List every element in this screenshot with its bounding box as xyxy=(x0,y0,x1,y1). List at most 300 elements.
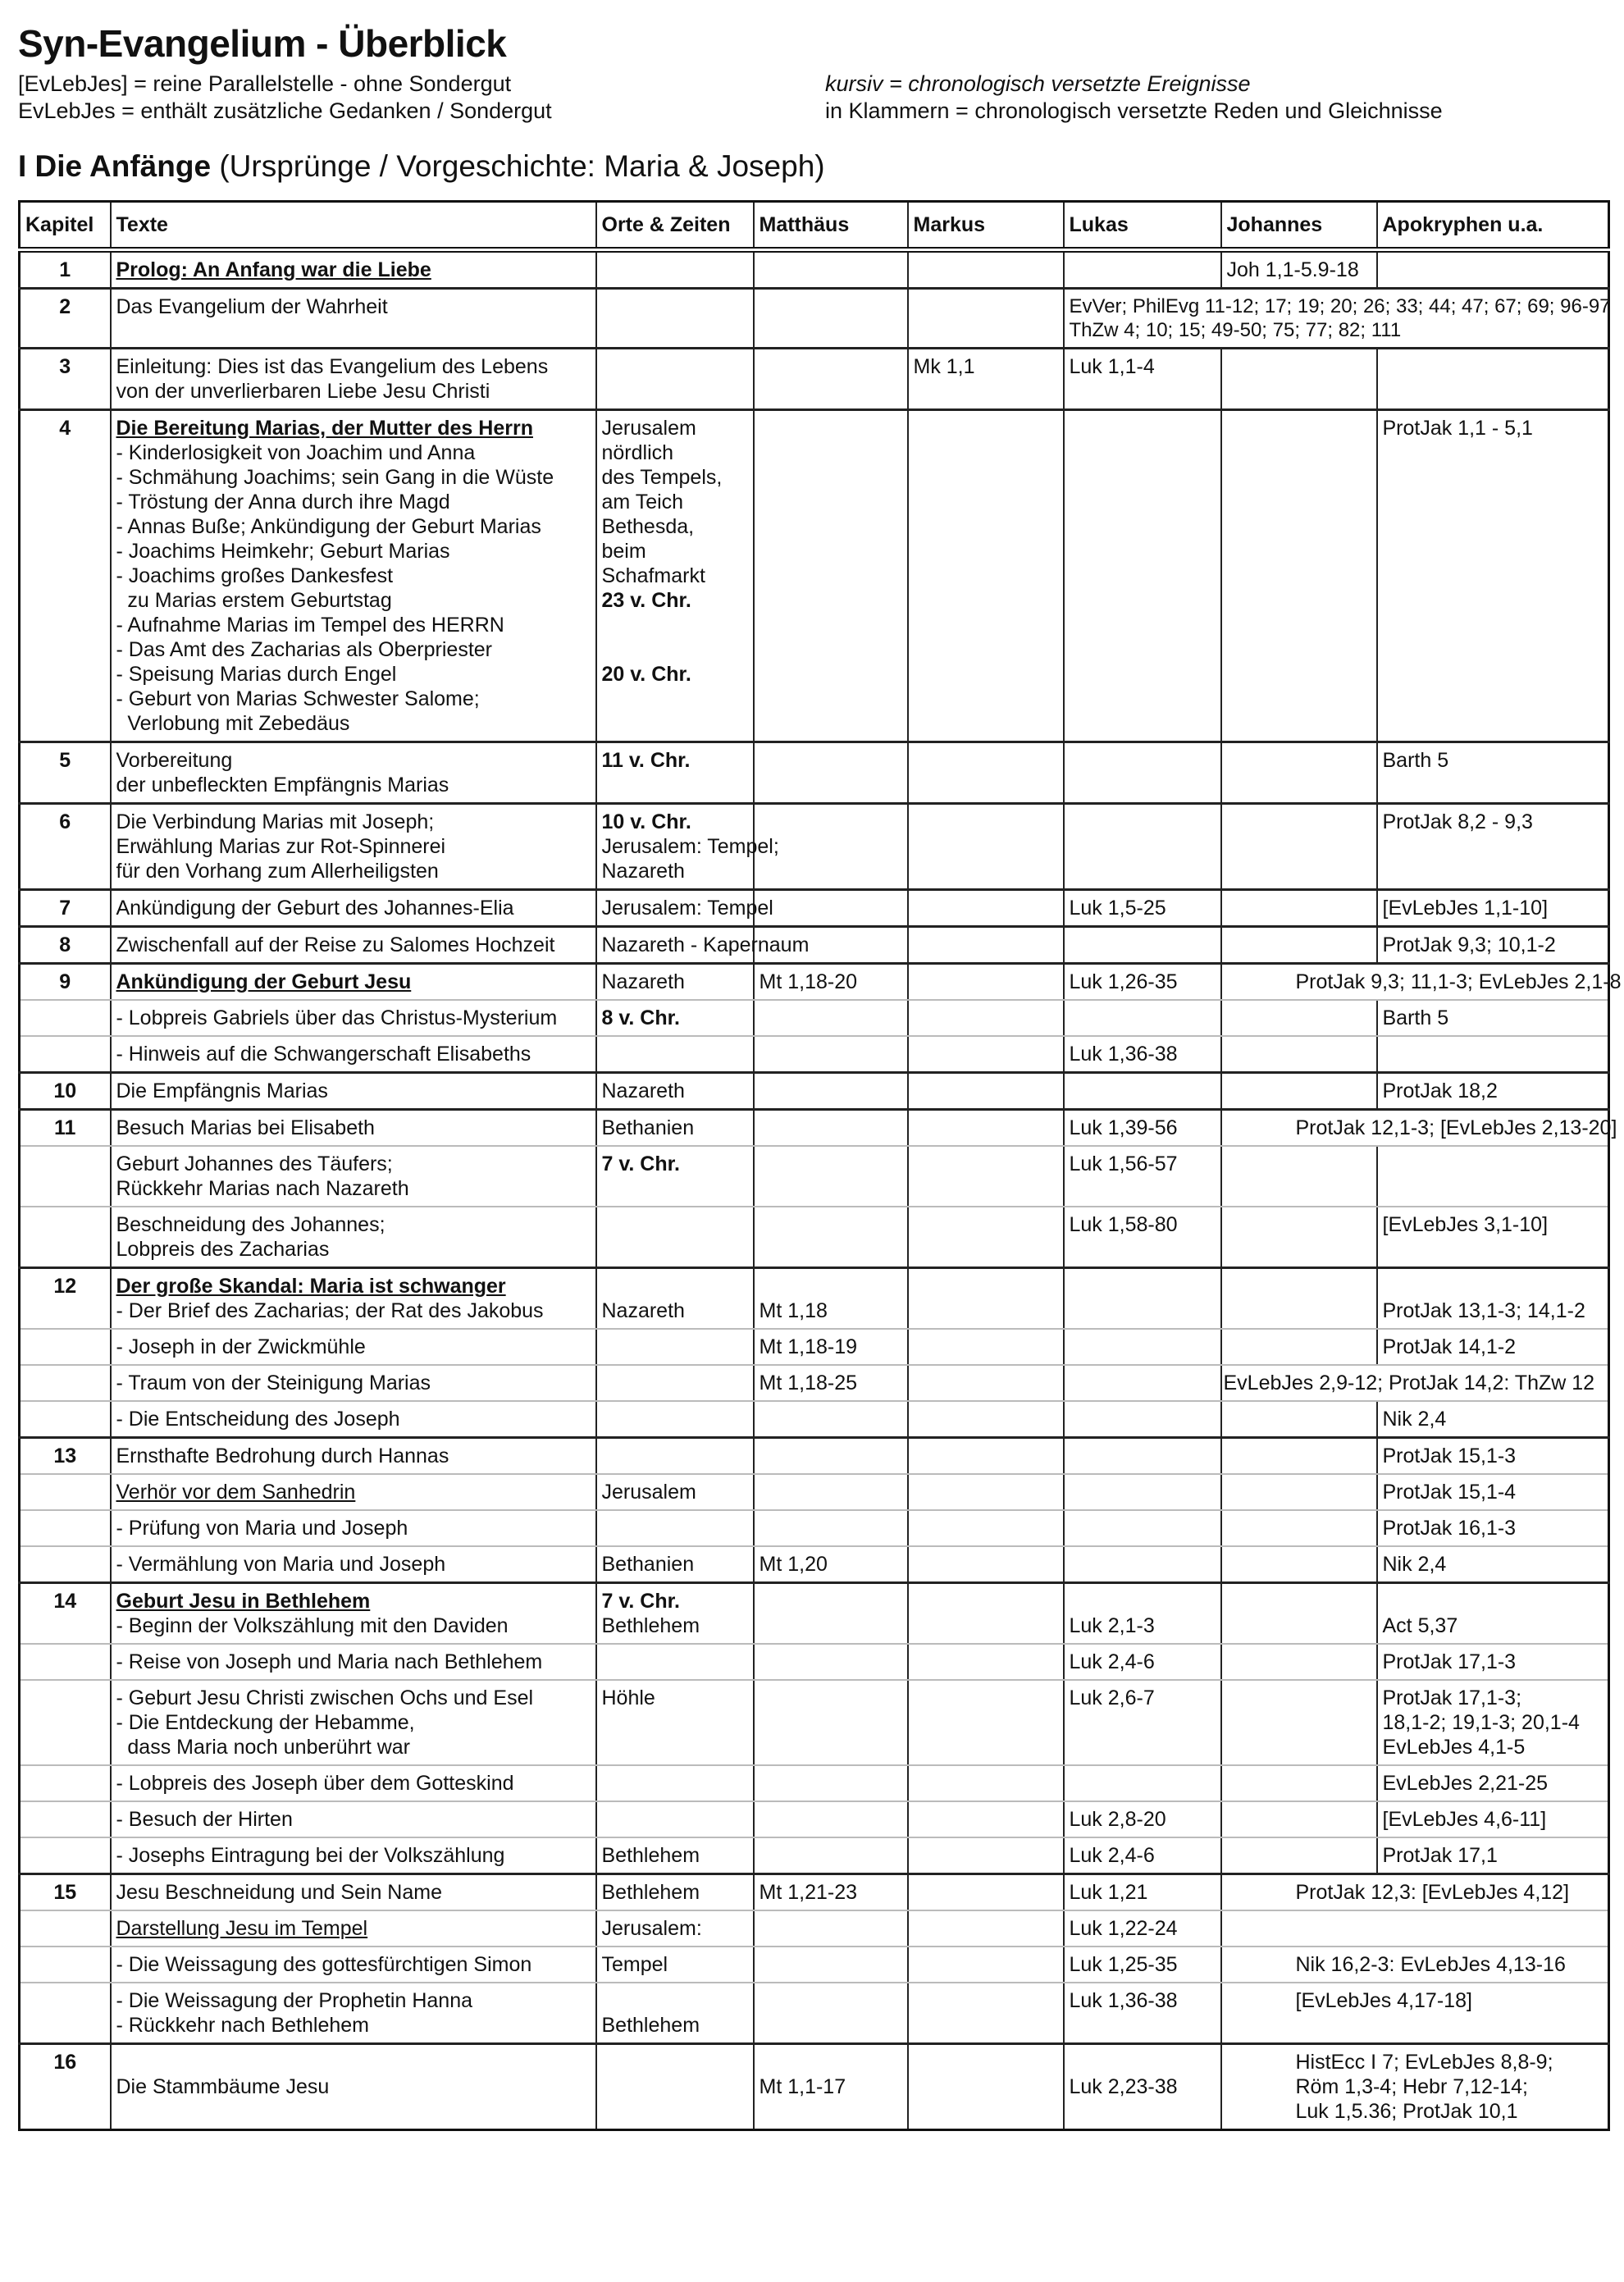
header-matthaeus: Matthäus xyxy=(754,202,908,250)
apocrypha-references: Nik 16,2-3: EvLebJes 4,13-16 xyxy=(1295,1953,1566,1976)
table-header-row xyxy=(20,202,1609,250)
luke-cell xyxy=(1064,1329,1221,1365)
chapter-number xyxy=(20,250,111,289)
chapter-number xyxy=(20,1146,111,1207)
apocrypha-cell xyxy=(1377,1510,1609,1546)
luke-cell xyxy=(1064,1583,1221,1645)
apocrypha-cell xyxy=(1377,1644,1609,1680)
section-subtitle: (Ursprünge / Vorgeschichte: Maria & Joseph) xyxy=(219,149,825,183)
text-cell xyxy=(111,927,596,964)
mark-cell xyxy=(908,1874,1064,1911)
place-text: Nazareth - Kapernaum xyxy=(601,933,810,956)
john-cell xyxy=(1221,1546,1377,1583)
place-time-cell xyxy=(596,1438,754,1475)
apocrypha-reference: [EvLebJes 4,6-11] xyxy=(1382,1808,1547,1831)
place-text: Bethlehem xyxy=(601,2014,700,2037)
apocrypha-cell xyxy=(1377,349,1609,410)
header-lukas: Lukas xyxy=(1064,202,1221,250)
mark-cell xyxy=(908,1474,1064,1510)
matthew-cell xyxy=(754,1947,908,1983)
synopsis-table xyxy=(18,200,1622,2131)
apocrypha-cell xyxy=(1377,1801,1609,1837)
apocrypha-reference: [EvLebJes 3,1-10] xyxy=(1382,1213,1549,1236)
matthew-cell xyxy=(754,410,908,742)
john-cell xyxy=(1221,1268,1377,1330)
apocrypha-cell xyxy=(1377,250,1609,289)
chapter-number xyxy=(20,890,111,927)
table-row xyxy=(20,1329,1609,1365)
chapter-number xyxy=(20,1000,111,1036)
table-row xyxy=(20,1365,1609,1401)
text-content: Zwischenfall auf der Reise zu Salomes Hochzeit xyxy=(116,933,555,956)
place-text: Jerusalem: Tempel; Nazareth xyxy=(601,835,779,883)
header-markus: Markus xyxy=(908,202,1064,250)
text-content: - Der Brief des Zacharias; der Rat des Jakobus xyxy=(116,1299,544,1322)
matthew-cell xyxy=(754,964,908,1001)
matthew-cell xyxy=(754,349,908,410)
chapter-number xyxy=(20,1765,111,1801)
matthew-cell xyxy=(754,1036,908,1073)
chapter-number xyxy=(20,1983,111,2044)
chapter-number-text: 9 xyxy=(59,970,71,993)
place-time-cell xyxy=(596,1983,754,2044)
john-cell xyxy=(1221,1000,1377,1036)
place-text: Jerusalem: xyxy=(601,1917,702,1940)
text-cell xyxy=(111,890,596,927)
john-cell xyxy=(1221,804,1377,890)
table-row xyxy=(20,964,1609,1001)
apocrypha-cell xyxy=(1377,1000,1609,1036)
apocrypha-reference: Nik 2,4 xyxy=(1382,1408,1447,1431)
luke-cell xyxy=(1064,964,1221,1001)
table-row xyxy=(20,890,1609,927)
place-text: Höhle xyxy=(601,1686,655,1709)
matthew-cell xyxy=(754,742,908,804)
apocrypha-span-cell xyxy=(1221,1910,1609,1947)
apocrypha-cell xyxy=(1377,1680,1609,1765)
text-heading: Der große Skandal: Maria ist schwanger xyxy=(116,1275,506,1298)
apocrypha-cell xyxy=(1377,1583,1609,1645)
luke-reference: Luk 1,25-35 xyxy=(1069,1953,1178,1976)
apocrypha-reference: ProtJak 8,2 - 9,3 xyxy=(1382,810,1533,833)
chapter-number-text: 14 xyxy=(53,1590,77,1613)
text-content: Jesu Beschneidung und Sein Name xyxy=(116,1881,442,1904)
mark-cell xyxy=(908,1546,1064,1583)
table-row xyxy=(20,1438,1609,1475)
mark-cell xyxy=(908,1036,1064,1073)
header-orte-zeiten: Orte & Zeiten xyxy=(596,202,754,250)
apocrypha-span-cell xyxy=(1221,1874,1609,1911)
text-cell xyxy=(111,1000,596,1036)
table-row xyxy=(20,1110,1609,1147)
apocrypha-cell xyxy=(1377,1438,1609,1475)
text-content: Darstellung Jesu im Tempel xyxy=(116,1917,368,1940)
chapter-number-text: 10 xyxy=(53,1079,77,1102)
luke-cell xyxy=(1064,1837,1221,1874)
mark-cell xyxy=(908,1583,1064,1645)
luke-cell xyxy=(1064,1801,1221,1837)
text-cell xyxy=(111,1110,596,1147)
text-cell xyxy=(111,1329,596,1365)
text-content: - Josephs Eintragung bei der Volkszählung xyxy=(116,1844,505,1867)
john-cell xyxy=(1221,1510,1377,1546)
place-time-cell xyxy=(596,250,754,289)
text-content: - Besuch der Hirten xyxy=(116,1808,293,1831)
mark-cell xyxy=(908,1000,1064,1036)
table-row xyxy=(20,804,1609,890)
chapter-number xyxy=(20,1583,111,1645)
luke-cell xyxy=(1064,1546,1221,1583)
text-cell xyxy=(111,1983,596,2044)
place-time-cell xyxy=(596,1680,754,1765)
chapter-number xyxy=(20,1110,111,1147)
mark-cell xyxy=(908,1510,1064,1546)
apocrypha-references: EvLebJes 2,9-12; ProtJak 14,2: ThZw 12 xyxy=(1223,1371,1595,1394)
place-time-cell xyxy=(596,1268,754,1330)
chapter-number xyxy=(20,1438,111,1475)
apocrypha-cell xyxy=(1377,1474,1609,1510)
legend-line-bracketed: [EvLebJes] = reine Parallelstelle - ohne Sondergut xyxy=(18,71,512,96)
text-content: - Traum von der Steinigung Marias xyxy=(116,1371,431,1394)
chapter-number xyxy=(20,1365,111,1401)
table-row xyxy=(20,1983,1609,2044)
luke-cell xyxy=(1064,2044,1221,2130)
matthew-reference: Mt 1,18-20 xyxy=(759,970,858,993)
place-text: Nazareth xyxy=(601,1299,685,1322)
john-reference: Joh 1,1-5.9-18 xyxy=(1226,258,1359,281)
place-time-cell xyxy=(596,1947,754,1983)
text-cell xyxy=(111,1207,596,1268)
apocrypha-span-cell xyxy=(1221,1947,1609,1983)
chapter-number xyxy=(20,927,111,964)
chapter-number-text: 11 xyxy=(54,1116,76,1139)
text-heading: Die Bereitung Marias, der Mutter des Herrn xyxy=(116,417,533,440)
chapter-number-text: 5 xyxy=(59,749,71,772)
text-cell xyxy=(111,742,596,804)
chapter-number xyxy=(20,1644,111,1680)
text-cell xyxy=(111,1268,596,1330)
text-cell xyxy=(111,2044,596,2130)
text-content: Geburt Johannes des Täufers; Rückkehr Marias nach Nazareth xyxy=(116,1152,409,1200)
mark-cell xyxy=(908,1983,1064,2044)
place-text: 7 v. Chr. xyxy=(601,1152,680,1175)
place-time-cell xyxy=(596,1329,754,1365)
text-content: - Die Weissagung des gottesfürchtigen Simon xyxy=(116,1953,532,1976)
place-time-cell xyxy=(596,1110,754,1147)
john-cell xyxy=(1221,1583,1377,1645)
legend-line-italic: kursiv = chronologisch versetzte Ereignisse xyxy=(825,71,1251,96)
luke-cell xyxy=(1064,1983,1221,2044)
place-text: Bethlehem xyxy=(601,1614,700,1637)
place-time-cell xyxy=(596,1510,754,1546)
place-time-cell xyxy=(596,1874,754,1911)
place-text: 11 v. Chr. xyxy=(601,749,691,772)
place-text: Bethlehem xyxy=(601,1844,700,1867)
text-content: Beschneidung des Johannes; Lobpreis des Zacharias xyxy=(116,1213,385,1261)
text-content: Die Verbindung Marias mit Joseph; Erwählung Marias zur Rot-Spinnerei für den Vorhang zum Allerheiligsten xyxy=(116,810,446,883)
apocrypha-reference: [EvLebJes 1,1-10] xyxy=(1382,897,1549,920)
table-row xyxy=(20,349,1609,410)
apocrypha-reference: Barth 5 xyxy=(1382,749,1449,772)
text-content: Prolog: An Anfang war die Liebe xyxy=(116,258,431,281)
mark-cell xyxy=(908,1268,1064,1330)
chapter-number xyxy=(20,1207,111,1268)
place-date: 7 v. Chr. xyxy=(601,1590,680,1613)
apocrypha-references: [EvLebJes 4,17-18] xyxy=(1295,1989,1472,2012)
luke-reference: Luk 1,36-38 xyxy=(1069,1043,1178,1066)
luke-cell xyxy=(1064,1438,1221,1475)
mark-cell xyxy=(908,1110,1064,1147)
place-time-cell xyxy=(596,964,754,1001)
chapter-number-text: 16 xyxy=(53,2051,77,2074)
table-row xyxy=(20,742,1609,804)
table-row xyxy=(20,250,1609,289)
apocrypha-reference: ProtJak 15,1-4 xyxy=(1382,1481,1517,1504)
apocrypha-cell xyxy=(1377,1146,1609,1207)
text-content: - Geburt Jesu Christi zwischen Ochs und Esel - Die Entdeckung der Hebamme, dass Maria noch unberührt war xyxy=(116,1686,534,1759)
table-row xyxy=(20,289,1609,349)
legend-line-plain: EvLebJes = enthält zusätzliche Gedanken / Sondergut xyxy=(18,98,552,123)
apocrypha-reference: ProtJak 1,1 - 5,1 xyxy=(1382,417,1533,440)
place-time-cell xyxy=(596,1765,754,1801)
text-cell xyxy=(111,1365,596,1401)
text-cell xyxy=(111,289,596,349)
chapter-number xyxy=(20,1474,111,1510)
table-row xyxy=(20,1546,1609,1583)
text-content: - Vermählung von Maria und Joseph xyxy=(116,1553,446,1576)
mark-cell xyxy=(908,1329,1064,1365)
john-cell xyxy=(1221,1073,1377,1110)
chapter-number xyxy=(20,1401,111,1438)
john-cell xyxy=(1221,1837,1377,1874)
apocrypha-cell xyxy=(1377,1207,1609,1268)
luke-cell xyxy=(1064,1207,1221,1268)
mark-cell xyxy=(908,1146,1064,1207)
place-time-cell xyxy=(596,1146,754,1207)
luke-cell xyxy=(1064,1765,1221,1801)
place-text: Bethanien xyxy=(601,1553,695,1576)
chapter-number xyxy=(20,410,111,742)
mark-cell xyxy=(908,1207,1064,1268)
mark-cell xyxy=(908,1947,1064,1983)
text-content: - Reise von Joseph und Maria nach Bethlehem xyxy=(116,1650,543,1673)
mark-cell xyxy=(908,1644,1064,1680)
matthew-cell xyxy=(754,1000,908,1036)
text-cell xyxy=(111,1765,596,1801)
table-row xyxy=(20,1910,1609,1947)
place-text: Jerusalem nördlich des Tempels, am Teich Bethesda, beim Schafmarkt xyxy=(601,417,723,587)
john-cell xyxy=(1221,1401,1377,1438)
place-time-cell xyxy=(596,1546,754,1583)
apocrypha-reference: ProtJak 14,1-2 xyxy=(1382,1335,1517,1358)
table-row xyxy=(20,1874,1609,1911)
luke-cell xyxy=(1064,804,1221,890)
place-time-cell xyxy=(596,2044,754,2130)
chapter-number-text: 6 xyxy=(59,810,71,833)
mark-cell xyxy=(908,1837,1064,1874)
john-cell xyxy=(1221,1474,1377,1510)
john-cell xyxy=(1221,927,1377,964)
text-cell xyxy=(111,1837,596,1874)
matthew-cell xyxy=(754,1983,908,2044)
matthew-cell xyxy=(754,1438,908,1475)
chapter-number xyxy=(20,1268,111,1330)
text-content: Ernsthafte Bedrohung durch Hannas xyxy=(116,1445,449,1467)
luke-cell xyxy=(1064,1644,1221,1680)
matthew-reference: Mt 1,18-25 xyxy=(759,1371,858,1394)
matthew-cell xyxy=(754,250,908,289)
luke-reference: Luk 2,8-20 xyxy=(1069,1808,1166,1831)
text-cell xyxy=(111,1874,596,1911)
luke-reference: Luk 2,1-3 xyxy=(1069,1614,1155,1637)
text-cell xyxy=(111,1801,596,1837)
table-row xyxy=(20,1765,1609,1801)
john-cell xyxy=(1221,742,1377,804)
matthew-cell xyxy=(754,1583,908,1645)
place-text: 8 v. Chr. xyxy=(601,1006,680,1029)
mark-cell xyxy=(908,742,1064,804)
place-time-cell xyxy=(596,349,754,410)
luke-cell xyxy=(1064,1036,1221,1073)
matthew-reference: Mt 1,18-19 xyxy=(759,1335,858,1358)
john-cell xyxy=(1221,1765,1377,1801)
chapter-number xyxy=(20,1837,111,1874)
apocrypha-references: ProtJak 9,3; 11,1-3; EvLebJes 2,1-8 xyxy=(1295,970,1622,993)
text-content: - Joseph in der Zwickmühle xyxy=(116,1335,366,1358)
chapter-number xyxy=(20,1073,111,1110)
apocrypha-reference: ProtJak 16,1-3 xyxy=(1382,1517,1517,1540)
place-time-cell xyxy=(596,1910,754,1947)
section-heading xyxy=(18,149,825,184)
apocrypha-reference: ProtJak 18,2 xyxy=(1382,1079,1498,1102)
place-time-cell xyxy=(596,289,754,349)
header-johannes: Johannes xyxy=(1221,202,1377,250)
chapter-number xyxy=(20,804,111,890)
luke-cell xyxy=(1064,1947,1221,1983)
mark-cell xyxy=(908,1365,1064,1401)
table-row xyxy=(20,927,1609,964)
chapter-number xyxy=(20,1036,111,1073)
john-cell xyxy=(1221,1644,1377,1680)
mark-cell xyxy=(908,1073,1064,1110)
luke-cell xyxy=(1064,1474,1221,1510)
apocrypha-cell xyxy=(1377,1329,1609,1365)
text-cell xyxy=(111,410,596,742)
luke-cell xyxy=(1064,1680,1221,1765)
text-content: Ankündigung der Geburt des Johannes-Elia xyxy=(116,897,514,920)
place-time-cell xyxy=(596,1365,754,1401)
text-content: - Die Entscheidung des Joseph xyxy=(116,1408,400,1431)
john-cell xyxy=(1221,1207,1377,1268)
luke-cell xyxy=(1064,1874,1221,1911)
apocrypha-span-cell xyxy=(1221,1365,1609,1401)
chapter-number xyxy=(20,2044,111,2130)
text-content: Vorbereitung der unbefleckten Empfängnis Marias xyxy=(116,749,449,796)
apocrypha-reference: ProtJak 15,1-3 xyxy=(1382,1445,1517,1467)
apocrypha-reference: ProtJak 13,1-3; 14,1-2 xyxy=(1382,1299,1585,1322)
text-content: Besuch Marias bei Elisabeth xyxy=(116,1116,375,1139)
table-row xyxy=(20,1947,1609,1983)
chapter-number-text: 3 xyxy=(59,355,71,378)
chapter-number xyxy=(20,1947,111,1983)
matthew-cell xyxy=(754,1644,908,1680)
text-cell xyxy=(111,1644,596,1680)
header-apokryphen: Apokryphen u.a. xyxy=(1377,202,1609,250)
text-content: - Beginn der Volkszählung mit den Daviden xyxy=(116,1614,509,1637)
chapter-number xyxy=(20,1910,111,1947)
place-text: Bethanien xyxy=(601,1116,695,1139)
section-title: I Die Anfänge xyxy=(18,149,212,183)
luke-cell xyxy=(1064,1910,1221,1947)
luke-reference: Luk 2,4-6 xyxy=(1069,1844,1155,1867)
chapter-number-text: 8 xyxy=(59,933,71,956)
luke-reference: Luk 1,39-56 xyxy=(1069,1116,1178,1139)
chapter-number-text: 15 xyxy=(53,1881,77,1904)
chapter-number xyxy=(20,1329,111,1365)
place-time-cell xyxy=(596,742,754,804)
mark-cell xyxy=(908,2044,1064,2130)
text-cell xyxy=(111,1947,596,1983)
chapter-number-text: 13 xyxy=(53,1445,77,1467)
table-row xyxy=(20,1000,1609,1036)
mark-cell xyxy=(908,1765,1064,1801)
table-row xyxy=(20,1510,1609,1546)
place-time-cell xyxy=(596,1644,754,1680)
apocrypha-cell xyxy=(1377,1268,1609,1330)
matthew-cell xyxy=(754,1207,908,1268)
mark-cell xyxy=(908,1401,1064,1438)
apocrypha-reference: ProtJak 17,1 xyxy=(1382,1844,1498,1867)
table-row xyxy=(20,1680,1609,1765)
chapter-number xyxy=(20,742,111,804)
matthew-cell xyxy=(754,1874,908,1911)
luke-cell xyxy=(1064,1510,1221,1546)
matthew-reference: Mt 1,20 xyxy=(759,1553,828,1576)
text-cell xyxy=(111,1583,596,1645)
chapter-number xyxy=(20,289,111,349)
john-cell xyxy=(1221,1680,1377,1765)
place-date-2: 20 v. Chr. xyxy=(601,663,691,686)
luke-reference: Luk 1,36-38 xyxy=(1069,1989,1178,2012)
table-row xyxy=(20,1583,1609,1645)
place-time-cell xyxy=(596,1801,754,1837)
text-cell xyxy=(111,1474,596,1510)
apocrypha-cell xyxy=(1377,1837,1609,1874)
mark-cell xyxy=(908,250,1064,289)
chapter-number-text: 1 xyxy=(59,258,71,281)
apocrypha-cell xyxy=(1377,1036,1609,1073)
matthew-cell xyxy=(754,289,908,349)
chapter-number xyxy=(20,964,111,1001)
place-text: Jerusalem xyxy=(601,1481,696,1504)
john-cell xyxy=(1221,1801,1377,1837)
place-time-cell xyxy=(596,804,779,890)
text-cell xyxy=(111,1510,596,1546)
apocrypha-cell xyxy=(1377,804,1609,890)
matthew-cell xyxy=(754,1110,908,1147)
place-text: Bethlehem xyxy=(601,1881,700,1904)
page-title: Syn-Evangelium - Überblick xyxy=(18,22,507,65)
apocrypha-reference: Act 5,37 xyxy=(1382,1614,1458,1637)
apocrypha-cell xyxy=(1377,1073,1609,1110)
table-row xyxy=(20,1837,1609,1874)
table-body xyxy=(20,250,1622,2130)
text-cell xyxy=(111,1401,596,1438)
mark-cell xyxy=(908,927,1064,964)
place-text: Tempel xyxy=(601,1953,668,1976)
matthew-cell xyxy=(754,1801,908,1837)
place-time-cell xyxy=(596,927,810,964)
